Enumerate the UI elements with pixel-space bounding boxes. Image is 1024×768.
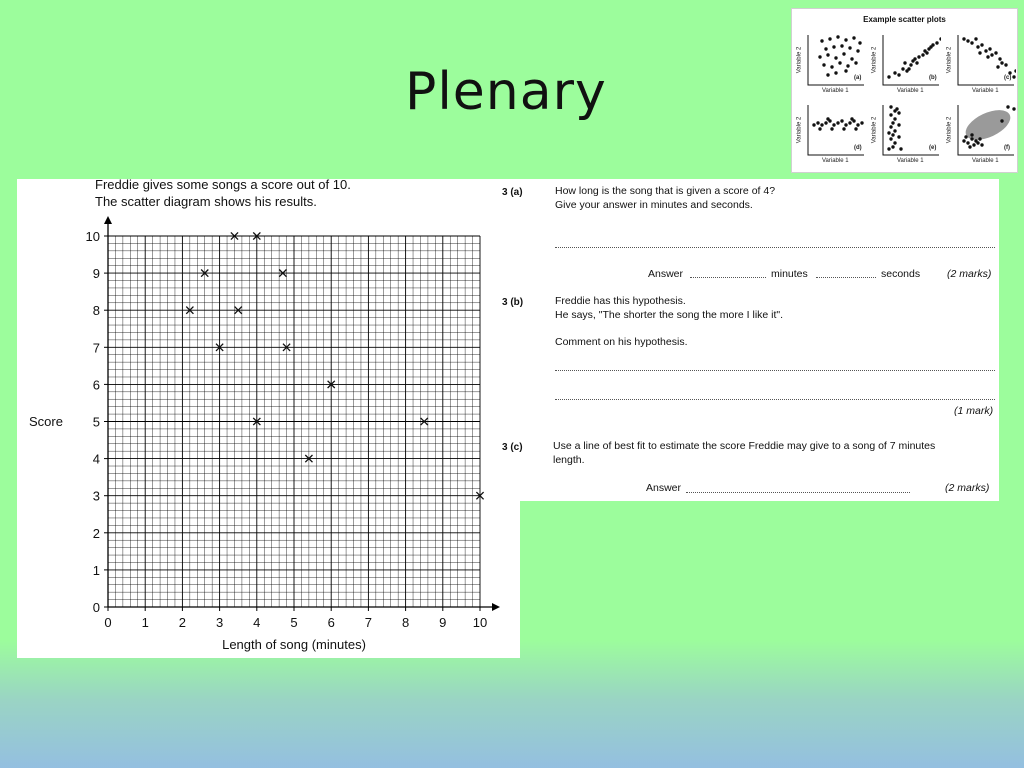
example-dot [962, 37, 965, 40]
scatter-graph-panel [17, 179, 520, 658]
example-dot [939, 37, 941, 40]
example-dot [840, 44, 843, 47]
q3c-answer-field[interactable] [686, 492, 910, 493]
example-dot [887, 147, 890, 150]
example-dot [980, 43, 983, 46]
example-dot [826, 117, 829, 120]
example-dot [972, 143, 975, 146]
q3b-line-2: He says, "The shorter the song the more I like it". [555, 309, 784, 321]
example-dot [978, 51, 981, 54]
example-dot [822, 63, 825, 66]
example-dot [830, 127, 833, 130]
example-dot [856, 123, 859, 126]
q3a-minutes-field[interactable] [690, 277, 766, 278]
example-dot [895, 107, 898, 110]
example-dot [1000, 119, 1003, 122]
q3b-line-3: Comment on his hypothesis. [555, 336, 688, 348]
slide-title: Plenary [405, 62, 607, 122]
x-tick-label: 3 [215, 615, 224, 630]
example-dot [834, 71, 837, 74]
example-dot [996, 65, 999, 68]
x-tick-label: 4 [253, 615, 261, 630]
example-dot [974, 37, 977, 40]
example-dot [818, 127, 821, 130]
example-dot [984, 49, 987, 52]
example-dot [970, 41, 973, 44]
example-dot [935, 41, 938, 44]
example-dot [850, 117, 853, 120]
x-tick-label: 8 [401, 615, 410, 630]
example-dot [893, 141, 896, 144]
q3a-working-line [555, 247, 995, 248]
example-dot [893, 129, 896, 132]
x-axis-label: Length of song (minutes) [222, 637, 366, 652]
example-dot [1012, 107, 1015, 110]
example-dot [980, 143, 983, 146]
example-dot [889, 105, 892, 108]
example-dot [970, 133, 973, 136]
example-dot [834, 56, 837, 59]
example-plot-x-label: Variable 1 [897, 158, 924, 164]
example-dot [820, 39, 823, 42]
example-dot [846, 64, 849, 67]
example-dot [818, 55, 821, 58]
y-tick-label: 10 [85, 229, 100, 244]
example-dot [850, 57, 853, 60]
example-dot [897, 135, 900, 138]
y-axis-arrow [104, 216, 112, 224]
example-dot [842, 127, 845, 130]
x-tick-label: 0 [104, 615, 112, 630]
example-dot [893, 71, 896, 74]
example-dot [915, 61, 918, 64]
example-dot [986, 55, 989, 58]
example-dot [889, 137, 892, 140]
example-dot [978, 137, 981, 140]
q3a-minutes-label: minutes [771, 268, 808, 280]
example-plot-x-label: Variable 1 [972, 158, 999, 164]
example-dot [976, 45, 979, 48]
example-dot [921, 53, 924, 56]
q3b-line-1: Freddie has this hypothesis. [555, 295, 686, 307]
questions-panel [502, 179, 999, 501]
q3c-number: 3 (c) [502, 442, 523, 453]
example-dot [962, 139, 965, 142]
x-tick-label: 7 [364, 615, 373, 630]
example-dot [836, 35, 839, 38]
example-dot [854, 61, 857, 64]
y-tick-label: 0 [92, 600, 100, 615]
x-tick-label: 10 [472, 615, 488, 630]
q3a-number: 3 (a) [502, 187, 523, 198]
y-tick-label: 6 [92, 377, 100, 393]
question-intro-line-2: The scatter diagram shows his results. [95, 194, 317, 209]
q3c-marks: (2 marks) [945, 482, 990, 494]
example-dot [966, 39, 969, 42]
y-tick-label: 3 [92, 488, 100, 504]
example-plot-y-label: Variable 2 [871, 116, 878, 144]
example-dot [1012, 75, 1015, 78]
example-dot [929, 45, 932, 48]
x-tick-label: 5 [290, 615, 298, 630]
example-dot [889, 113, 892, 116]
example-plot-tag: (f) [1004, 145, 1010, 151]
example-dot [848, 121, 851, 124]
example-dot [887, 131, 890, 134]
example-dot [968, 145, 971, 148]
question-intro-line-1: Freddie gives some songs a score out of 10. [95, 177, 351, 192]
example-dot [826, 53, 829, 56]
example-dot [844, 38, 847, 41]
example-dot [891, 145, 894, 148]
x-tick-label: 9 [439, 615, 447, 630]
example-dot [816, 121, 819, 124]
example-plot-x-label: Variable 1 [972, 88, 999, 94]
y-tick-label: 2 [92, 525, 100, 541]
q3b-answer-line-2[interactable] [555, 399, 995, 400]
example-dot [840, 119, 843, 122]
example-dot [848, 46, 851, 49]
example-scatter-plots-panel [791, 8, 1018, 173]
q3c-answer-label: Answer [646, 482, 682, 494]
x-tick-label: 6 [327, 615, 335, 630]
example-dot [897, 123, 900, 126]
example-dot [826, 73, 829, 76]
outlier-highlight [961, 104, 1015, 146]
q3a-marks: (2 marks) [947, 268, 992, 280]
example-dot [1000, 61, 1003, 64]
example-dot [998, 57, 1001, 60]
y-tick-label: 8 [92, 303, 100, 319]
example-dot [1014, 69, 1016, 72]
example-dot [891, 133, 894, 136]
example-plot-y-label: Variable 2 [946, 116, 953, 144]
example-dot [897, 111, 900, 114]
example-dot [844, 123, 847, 126]
example-plot-x-label: Variable 1 [822, 158, 849, 164]
example-plot-x-label: Variable 1 [822, 88, 849, 94]
example-dot [990, 53, 993, 56]
example-dot [907, 67, 910, 70]
y-tick-label: 7 [92, 340, 100, 356]
example-dot [893, 117, 896, 120]
example-dot [832, 123, 835, 126]
examples-title: Example scatter plots [863, 15, 946, 24]
y-tick-label: 1 [92, 562, 100, 578]
example-dot [897, 73, 900, 76]
y-tick-label: 9 [92, 266, 100, 282]
example-dot [860, 121, 863, 124]
example-dot [838, 61, 841, 64]
example-dot [887, 75, 890, 78]
example-dot [917, 55, 920, 58]
example-dot [903, 61, 906, 64]
q3a-seconds-field[interactable] [816, 277, 876, 278]
example-dot [909, 63, 912, 66]
q3c-line-2: length. [553, 454, 585, 466]
example-dot [1006, 105, 1009, 108]
example-dot [844, 69, 847, 72]
example-plot-tag: (a) [854, 75, 862, 81]
x-tick-label: 1 [141, 615, 149, 630]
example-dot [854, 127, 857, 130]
q3a-line-1: How long is the song that is given a score of 4? [555, 185, 776, 197]
example-dot [889, 125, 892, 128]
example-dot [824, 47, 827, 50]
example-dot [836, 121, 839, 124]
q3c-line-1: Use a line of best fit to estimate the score Freddie may give to a song of 7 minutes [553, 440, 936, 452]
x-tick-label: 2 [178, 615, 187, 630]
q3b-marks: (1 mark) [954, 405, 994, 417]
y-tick-label: 4 [92, 451, 100, 467]
example-dot [994, 51, 997, 54]
y-tick-label: 5 [92, 414, 100, 430]
q3a-seconds-label: seconds [881, 268, 921, 280]
example-dot [925, 51, 928, 54]
q3a-answer-label: Answer [648, 268, 684, 280]
example-dot [1004, 63, 1007, 66]
example-plot-tag: (d) [854, 145, 862, 151]
example-dot [964, 135, 967, 138]
example-dot [913, 57, 916, 60]
example-dot [988, 47, 991, 50]
example-dot [970, 137, 973, 140]
example-dot [830, 65, 833, 68]
example-dot [828, 37, 831, 40]
y-axis-label: Score [29, 414, 63, 429]
scatter-chart [17, 179, 520, 658]
example-plot-y-label: Variable 2 [946, 46, 953, 74]
example-dot [901, 67, 904, 70]
example-plot-tag: (b) [929, 75, 937, 81]
q3a-line-2: Give your answer in minutes and seconds. [555, 199, 753, 211]
example-plot-y-label: Variable 2 [796, 116, 803, 144]
example-plot-y-label: Variable 2 [871, 46, 878, 74]
example-dot [842, 52, 845, 55]
example-plot-tag: (c) [1004, 75, 1012, 81]
x-axis-arrow [492, 603, 500, 611]
example-dot [891, 121, 894, 124]
example-dot [824, 121, 827, 124]
q3b-number: 3 (b) [502, 297, 524, 308]
q3b-answer-line-1[interactable] [555, 370, 995, 371]
example-dot [899, 147, 902, 150]
example-dot [858, 41, 861, 44]
example-dot [852, 36, 855, 39]
example-plot-tag: (e) [929, 145, 937, 151]
example-dot [966, 141, 969, 144]
example-plot-y-label: Variable 2 [796, 46, 803, 74]
example-plot-x-label: Variable 1 [897, 88, 924, 94]
example-dot [976, 141, 979, 144]
example-dot [812, 123, 815, 126]
example-dot [832, 45, 835, 48]
example-dot [856, 49, 859, 52]
example-dot [820, 123, 823, 126]
